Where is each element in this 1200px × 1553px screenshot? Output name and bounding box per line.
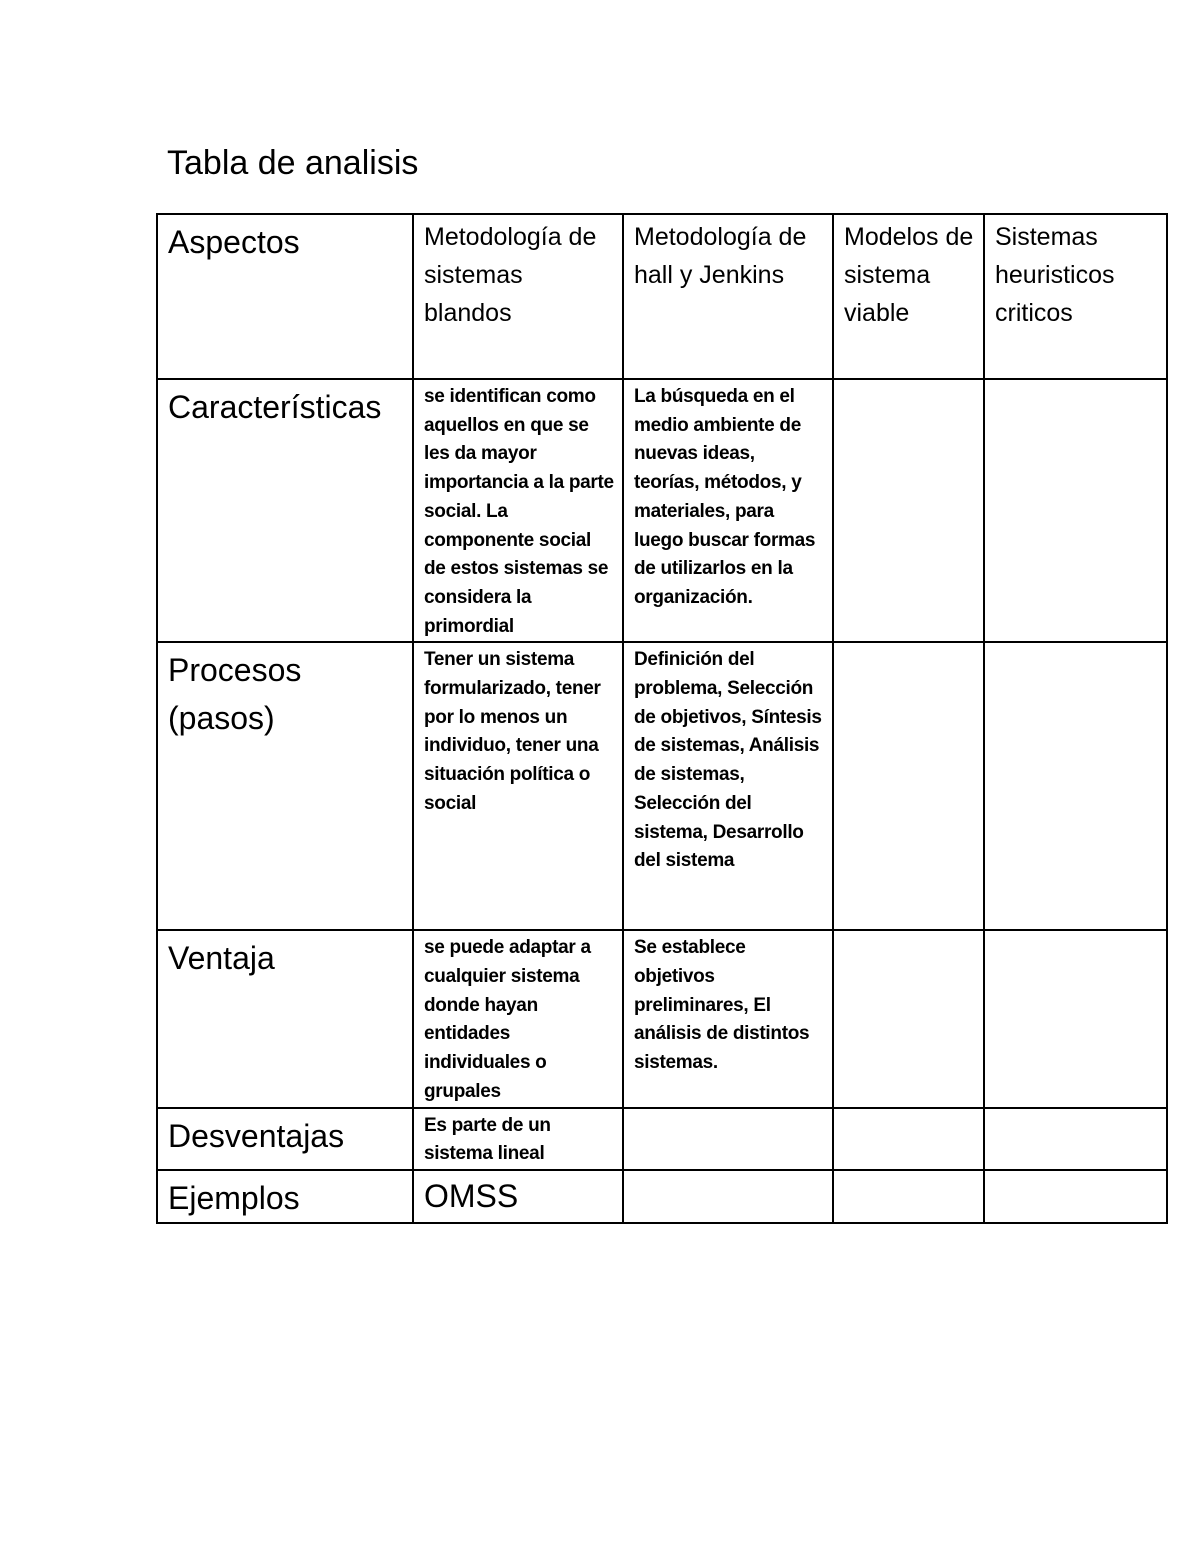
analysis-table [156,213,1168,1224]
cell-procesos-sistemas-blandos: Tener un sistema formularizado, tener por lo menos un individuo, tener una situación política o social [413,642,623,930]
cell-desventajas-sistema-viable [833,1108,984,1170]
cell-ventaja-sistema-viable [833,930,984,1107]
table-row-ejemplos [157,1170,1167,1223]
cell-ventaja-heuristicos [984,930,1167,1107]
cell-ejemplos-sistema-viable [833,1170,984,1223]
table-header-row [157,214,1167,379]
cell-caracteristicas-sistemas-blandos: se identifican como aquellos en que se les da mayor importancia a la parte social. La componente social de estos sistemas se considera la primordial [413,379,623,642]
header-metodologia-hall-jenkins: Metodología de hall y Jenkins [623,214,833,379]
row-label-procesos: Procesos (pasos) [157,642,413,930]
cell-ejemplos-sistemas-blandos: OMSS [413,1170,623,1223]
header-sistemas-heuristicos-criticos: Sistemas heuristicos criticos [984,214,1167,379]
cell-caracteristicas-hall-jenkins: La búsqueda en el medio ambiente de nuevas ideas, teorías, métodos, y materiales, para luego buscar formas de utilizarlos en la organización. [623,379,833,642]
cell-procesos-heuristicos [984,642,1167,930]
cell-ejemplos-hall-jenkins [623,1170,833,1223]
header-aspectos: Aspectos [157,214,413,379]
header-metodologia-sistemas-blandos: Metodología de sistemas blandos [413,214,623,379]
table-row-desventajas [157,1108,1167,1170]
cell-desventajas-heuristicos [984,1108,1167,1170]
header-modelos-sistema-viable: Modelos de sistema viable [833,214,984,379]
cell-procesos-hall-jenkins: Definición del problema, Selección de objetivos, Síntesis de sistemas, Análisis de sistemas, Selección del sistema, Desarrollo del sistema [623,642,833,930]
document-title: Tabla de analisis [167,144,419,182]
table-row-procesos [157,642,1167,930]
cell-desventajas-sistemas-blandos: Es parte de un sistema lineal [413,1108,623,1170]
row-label-ejemplos: Ejemplos [157,1170,413,1223]
cell-ejemplos-heuristicos [984,1170,1167,1223]
row-label-ventaja: Ventaja [157,930,413,1107]
cell-ventaja-sistemas-blandos: se puede adaptar a cualquier sistema donde hayan entidades individuales o grupales [413,930,623,1107]
cell-procesos-sistema-viable [833,642,984,930]
cell-caracteristicas-sistema-viable [833,379,984,642]
row-label-desventajas: Desventajas [157,1108,413,1170]
row-label-caracteristicas: Características [157,379,413,642]
cell-ventaja-hall-jenkins: Se establece objetivos preliminares, El análisis de distintos sistemas. [623,930,833,1107]
cell-caracteristicas-heuristicos [984,379,1167,642]
cell-desventajas-hall-jenkins [623,1108,833,1170]
table-row-caracteristicas [157,379,1167,642]
table-row-ventaja [157,930,1167,1107]
